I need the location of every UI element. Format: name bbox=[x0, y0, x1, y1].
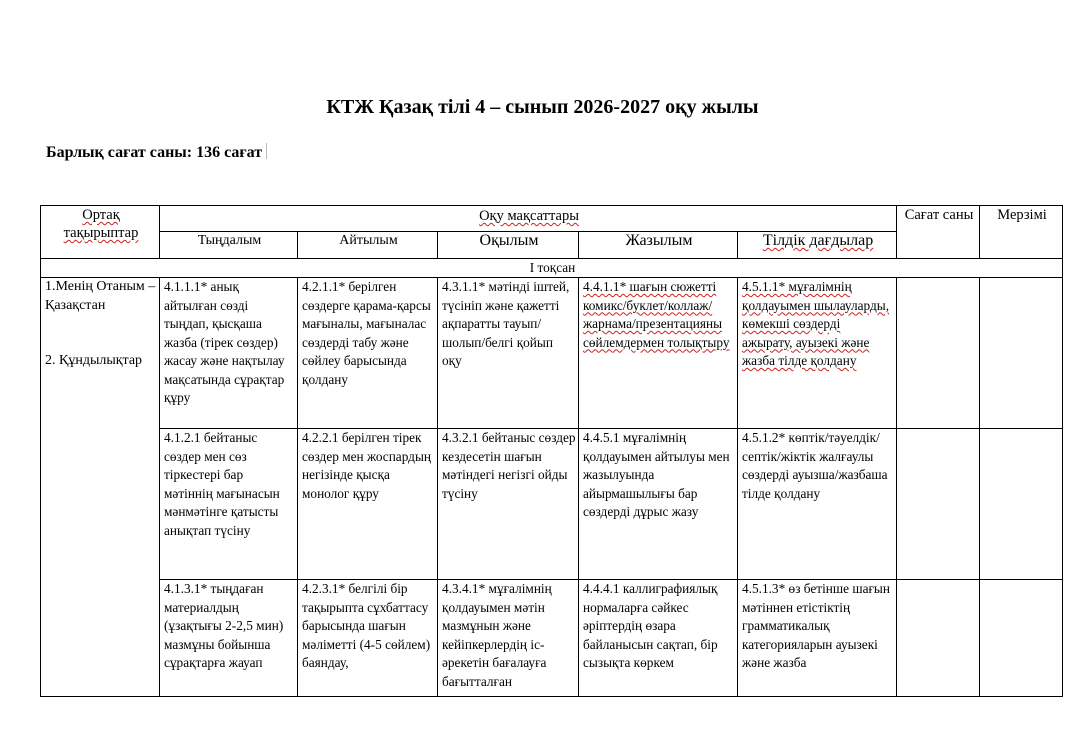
cell-writing: 4.4.5.1 мұғалімнің қолдауымен айтылуы мен жазылуында айырмашылығы бар сөздерді дұрыс жазу bbox=[579, 429, 738, 580]
cell-speaking-text: 4.2.3.1* белгілі бір тақырыпта сұхбаттасу барысында шағын мәліметті (4-5 сөйлем) баяндау, bbox=[302, 581, 431, 670]
topic-1: 1.Менің Отаным – Қазақстан bbox=[45, 279, 156, 313]
cell-listening: 4.1.1.1* анық айтылған сөзді тыңдап, қысқаша жазба (тірек сөздер) жасау және нақтылау мақсатында сұрақтар құру bbox=[160, 278, 298, 429]
header-speaking: Айтылым bbox=[298, 232, 438, 259]
cell-listening: 4.1.2.1 бейтаныс сөздер мен сөз тіркестері бар мәтіннің мағынасын мәнмәтінге қатысты анықтап түсіну bbox=[160, 429, 298, 580]
header-topics bbox=[41, 206, 160, 259]
plan-table bbox=[40, 205, 1063, 697]
cell-hours bbox=[897, 580, 980, 697]
cell-speaking bbox=[298, 580, 438, 697]
cell-writing-text: 4.4.1.1* шағын сюжетті комикс/буклет/коллаж/жарнама/презентацияны сөйлемдермен толықтыру bbox=[583, 279, 730, 350]
header-writing: Жазылым bbox=[579, 232, 738, 259]
cell-writing-text: 4.4.4.1 каллиграфиялық нормаларға сәйкес әріптердің өзара байланысын сақтап, бір сызықта көркем bbox=[583, 581, 718, 670]
cell-language bbox=[738, 580, 897, 697]
header-reading: Оқылым bbox=[438, 232, 579, 259]
table-row bbox=[41, 429, 1063, 580]
header-hours: Сағат саны bbox=[897, 206, 980, 259]
cell-language: 4.5.1.2* көптік/тәуелдік/септік/жіктік жалғаулы сөздерді ауызша/жазбаша тілде қолдану bbox=[738, 429, 897, 580]
cell-hours bbox=[897, 278, 980, 429]
cell-hours bbox=[897, 429, 980, 580]
table-row bbox=[41, 278, 1063, 429]
topic-2: 2. Құндылықтар bbox=[45, 353, 143, 368]
header-row-top bbox=[41, 206, 1063, 232]
cell-reading: 4.3.2.1 бейтаныс сөздер кездесетін шағын мәтіндегі негізгі ойды түсіну bbox=[438, 429, 579, 580]
cell-writing bbox=[579, 580, 738, 697]
cell-reading bbox=[438, 580, 579, 697]
header-language bbox=[738, 232, 897, 259]
header-goals-label: Оқу мақсаттары bbox=[479, 208, 579, 224]
header-listening: Тыңдалым bbox=[160, 232, 298, 259]
document-title: КТЖ Қазақ тілі 4 – сынып 2026-2027 оқу жылы bbox=[326, 96, 759, 118]
header-goals bbox=[160, 206, 897, 232]
total-hours bbox=[46, 143, 268, 163]
header-topics-label: Ортақ тақырыптар bbox=[63, 207, 139, 241]
cell-language bbox=[738, 278, 897, 429]
cell-date bbox=[980, 580, 1063, 697]
cell-speaking: 4.2.1.1* берілген сөздерге қарама-қарсы мағыналы, мағыналас сөздерді табу және сөйлеу барысында қолдану bbox=[298, 278, 438, 429]
cell-reading: 4.3.1.1* мәтінді іштей, түсініп және қажетті ақпаратты тауып/шолып/белгі қойып оқу bbox=[438, 278, 579, 429]
cell-reading-text: 4.3.4.1* мұғалімнің қолдауымен мәтін мазмұнын және кейіпкерлердің іс-әрекетін бағалауға бағытталған bbox=[442, 581, 552, 689]
cell-date bbox=[980, 429, 1063, 580]
cell-date bbox=[980, 278, 1063, 429]
table-row bbox=[41, 580, 1063, 697]
cell-listening-text: 4.1.3.1* тыңдаған материалдың (ұзақтығы 2-2,5 мин) мазмұны бойынша сұрақтарға жауап bbox=[164, 581, 284, 670]
header-language-label: Тілдік дағдылар bbox=[762, 232, 874, 249]
cell-language-text: 4.5.1.1* мұғалімнің қолдауымен шылауларды, көмекші сөздерді ажырату, ауызекі және жазба тілде қолдану bbox=[742, 279, 890, 368]
total-hours-text: Барлық сағат саны: 136 сағат bbox=[46, 144, 263, 161]
topics-cell bbox=[41, 278, 160, 697]
text-cursor bbox=[266, 143, 268, 159]
cell-language-text: 4.5.1.3* өз бетінше шағын мәтіннен етістіктің грамматикалық категорияларын ауызекі және жазба bbox=[742, 581, 890, 670]
topic-spacer bbox=[45, 315, 157, 352]
quarter-row bbox=[41, 259, 1063, 278]
cell-writing bbox=[579, 278, 738, 429]
cell-listening bbox=[160, 580, 298, 697]
cell-speaking: 4.2.2.1 берілген тірек сөздер мен жоспардың негізінде қысқа монолог құру bbox=[298, 429, 438, 580]
quarter-label: І тоқсан bbox=[41, 259, 1063, 278]
header-date: Мерзімі bbox=[980, 206, 1063, 259]
